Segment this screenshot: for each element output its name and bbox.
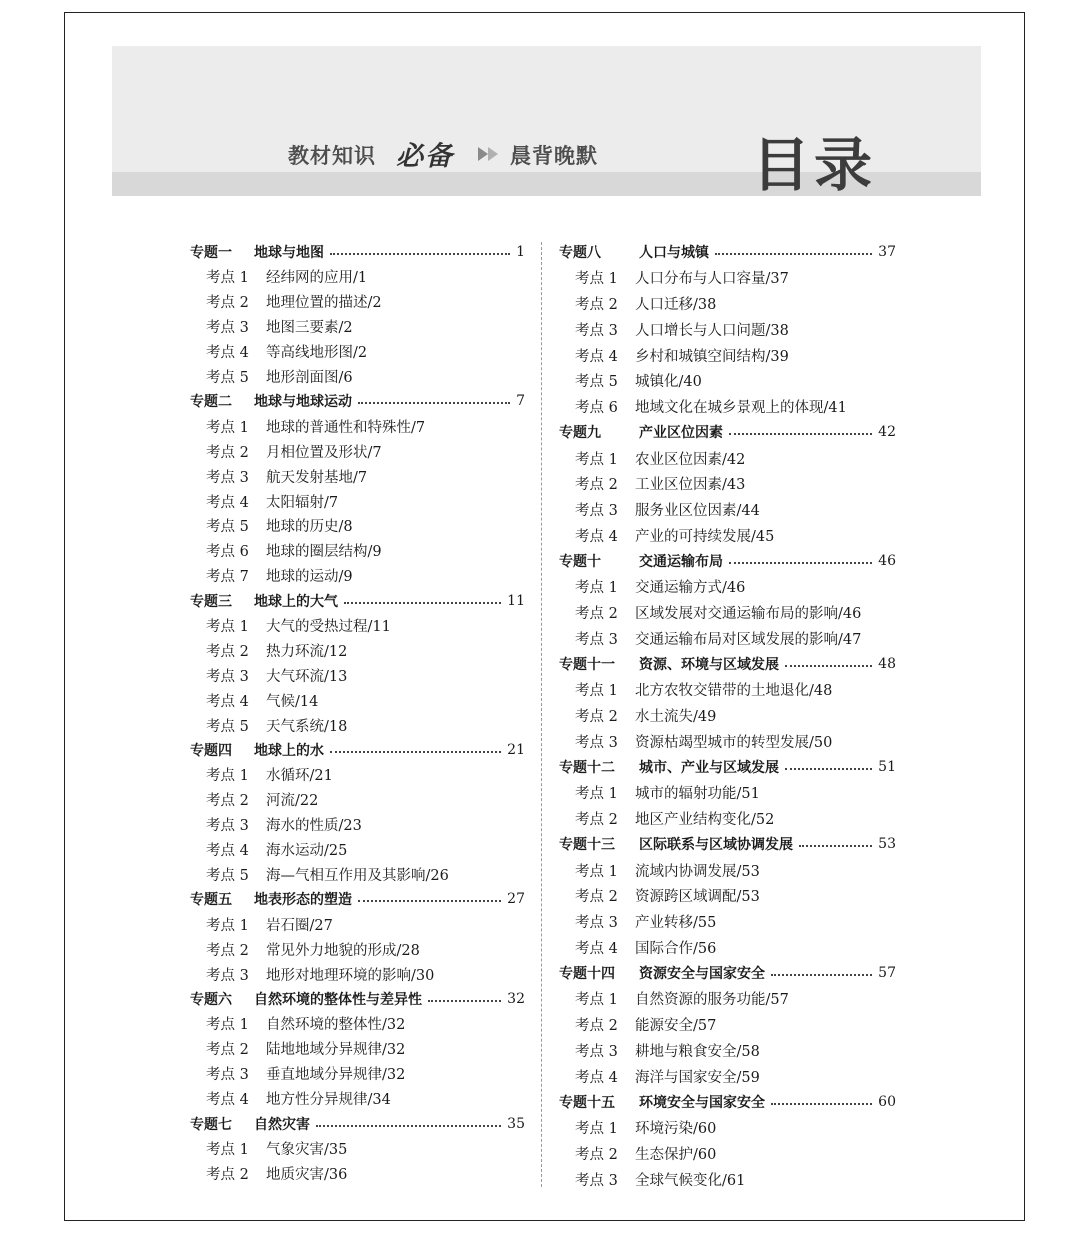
header-left-text: 教材知识 [288,144,376,168]
topic-page-number: 37 [878,244,896,260]
subtopic-label: 考点 4 [575,940,618,957]
toc-subtopic-row[interactable] [575,730,832,752]
toc-subtopic-row[interactable] [206,864,449,886]
subtopic-text: 城市的辐射功能/51 [635,786,760,803]
topic-number: 专题三 [190,593,232,610]
topic-number: 专题十四 [559,966,615,982]
toc-topic-row[interactable] [559,756,896,778]
subtopic-text: 产业的可持续发展/45 [635,528,775,545]
subtopic-label: 考点 1 [575,992,618,1009]
toc-subtopic-row[interactable] [206,490,338,512]
toc-subtopic-row[interactable] [575,679,832,701]
subtopic-label: 考点 2 [206,793,249,810]
topic-title: 地球上的大气 [254,593,338,610]
toc-subtopic-row[interactable] [575,1039,760,1061]
toc-subtopic-row[interactable] [206,316,353,338]
topic-title: 地球与地图 [254,245,324,261]
toc-subtopic-row[interactable] [206,1137,347,1159]
toc-subtopic-row[interactable] [206,366,353,388]
subtopic-text: 水土流失/49 [635,709,717,725]
toc-subtopic-row[interactable] [206,664,347,686]
toc-subtopic-row[interactable] [206,1063,405,1085]
topic-number: 专题十五 [559,1094,615,1111]
subtopic-label: 考点 1 [575,1121,618,1137]
topic-title: 资源、环境与区域发展 [639,657,779,673]
subtopic-text: 城镇化/40 [635,374,702,391]
toc-subtopic-row[interactable] [575,705,716,727]
subtopic-text: 海—气相互作用及其影响/26 [266,868,449,884]
dot-leader [729,562,872,564]
topic-number: 专题十一 [559,657,615,673]
toc-subtopic-row[interactable] [575,936,716,958]
toc-subtopic-row[interactable] [575,267,789,289]
subtopic-text: 地域文化在城乡景观上的体现/41 [635,400,847,416]
topic-title: 交通运输布局 [639,554,723,570]
dot-leader [358,402,510,404]
subtopic-label: 考点 1 [575,863,618,880]
subtopic-label: 考点 4 [575,528,618,545]
dot-leader [330,253,510,255]
toc-subtopic-row[interactable] [575,473,745,495]
toc-topic-row[interactable] [559,550,896,572]
subtopic-text: 河流/22 [266,793,319,810]
dot-leader [715,253,872,255]
subtopic-label: 考点 2 [575,606,618,622]
subtopic-label: 考点 1 [206,1017,249,1034]
topic-page-number: 42 [878,424,896,441]
topic-page-number: 60 [878,1093,896,1110]
subtopic-text: 大气环流/13 [266,668,348,685]
topic-title: 地表形态的塑造 [254,892,352,909]
subtopic-text: 产业转移/55 [635,915,717,931]
subtopic-text: 自然资源的服务功能/57 [635,992,789,1009]
toc-subtopic-row[interactable] [206,291,382,313]
toc-subtopic-row[interactable] [575,1142,716,1164]
subtopic-text: 地球的圈层结构/9 [266,544,382,561]
subtopic-text: 交通运输布局对区域发展的影响/47 [635,631,862,648]
toc-subtopic-row[interactable] [575,782,760,804]
subtopic-label: 考点 2 [575,1018,618,1034]
subtopic-label: 考点 3 [575,734,618,751]
subtopic-label: 考点 4 [206,494,249,511]
subtopic-label: 考点 1 [206,917,249,934]
topic-title: 自然环境的整体性与差异性 [254,992,422,1008]
subtopic-text: 人口分布与人口容量/37 [635,271,789,288]
topic-number: 专题一 [190,245,232,261]
dot-leader [316,1125,501,1127]
toc-subtopic-row[interactable] [206,963,434,985]
toc-subtopic-row[interactable] [575,293,716,315]
subtopic-text: 流域内协调发展/53 [635,863,760,880]
subtopic-label: 考点 3 [206,818,249,835]
subtopic-text: 经纬网的应用/1 [266,270,368,287]
subtopic-label: 考点 1 [206,419,249,436]
subtopic-text: 耕地与粮食安全/58 [635,1043,760,1060]
topic-title: 环境安全与国家安全 [639,1094,765,1111]
topic-number: 专题五 [190,892,232,909]
subtopic-text: 水循环/21 [266,768,333,785]
subtopic-label: 考点 1 [575,580,618,597]
subtopic-label: 考点 1 [575,786,618,803]
toc-subtopic-row[interactable] [206,689,318,711]
toc-subtopic-row[interactable] [575,1117,716,1139]
topic-title: 自然灾害 [254,1116,310,1133]
dot-leader [771,1103,872,1105]
subtopic-label: 考点 1 [206,270,249,287]
subtopic-label: 考点 2 [575,1146,618,1163]
subtopic-text: 等高线地形图/2 [266,345,368,362]
toc-subtopic-row[interactable] [206,266,367,288]
toc-subtopic-row[interactable] [575,911,716,933]
toc-subtopic-row[interactable] [206,639,347,661]
subtopic-label: 考点 3 [575,322,618,339]
topic-number: 专题十三 [559,837,615,854]
subtopic-text: 岩石圈/27 [266,917,333,934]
subtopic-label: 考点 2 [206,444,249,461]
toc-subtopic-row[interactable] [206,341,367,363]
subtopic-text: 气候/14 [266,693,319,710]
subtopic-label: 考点 5 [206,519,249,536]
topic-title: 人口与城镇 [639,245,709,261]
toc-subtopic-row[interactable] [206,1013,405,1035]
subtopic-label: 考点 1 [206,1141,249,1158]
subtopic-label: 考点 1 [206,768,249,785]
subtopic-label: 考点 3 [206,469,249,486]
toc-subtopic-row[interactable] [575,576,745,598]
column-divider [541,242,542,1187]
dot-leader [358,900,501,902]
subtopic-label: 考点 3 [206,967,249,984]
topic-page-number: 51 [878,759,896,775]
subtopic-text: 地图三要素/2 [266,320,353,337]
toc-topic-row[interactable] [190,739,525,761]
toc-subtopic-row[interactable] [575,627,861,649]
topic-title: 产业区位因素 [639,425,723,442]
toc-topic-row[interactable] [559,1091,896,1113]
topic-title: 地球与地球运动 [254,394,352,411]
toc-subtopic-row[interactable] [575,396,847,418]
topic-page-number: 46 [878,553,896,569]
toc-topic-row[interactable] [559,421,896,443]
topic-number: 专题八 [559,245,601,261]
toc-subtopic-row[interactable] [575,344,789,366]
subtopic-text: 地方性分异规律/34 [266,1092,391,1109]
toc-subtopic-row[interactable] [575,499,760,521]
subtopic-label: 考点 6 [206,544,249,561]
subtopic-label: 考点 1 [206,619,249,635]
subtopic-label: 考点 1 [575,683,618,700]
subtopic-label: 考点 4 [206,843,249,860]
toc-subtopic-row[interactable] [575,1014,716,1036]
subtopic-text: 人口增长与人口问题/38 [635,322,789,339]
toc-subtopic-row[interactable] [206,913,333,935]
subtopic-label: 考点 2 [206,295,249,312]
toc-subtopic-row[interactable] [206,515,353,537]
toc-subtopic-row[interactable] [206,540,382,562]
toc-subtopic-row[interactable] [575,988,789,1010]
topic-page-number: 21 [507,742,525,758]
subtopic-label: 考点 2 [206,1166,249,1183]
topic-number: 专题九 [559,425,601,442]
toc-topic-row[interactable] [190,590,525,612]
toc-subtopic-row[interactable] [206,789,318,811]
subtopic-label: 考点 3 [206,320,249,337]
toc-subtopic-row[interactable] [206,764,333,786]
dot-leader [771,974,872,976]
toc-subtopic-row[interactable] [206,839,347,861]
subtopic-text: 大气的受热过程/11 [266,619,391,635]
toc-topic-row[interactable] [559,833,896,855]
subtopic-label: 考点 5 [206,718,249,735]
subtopic-text: 全球气候变化/61 [635,1172,746,1189]
dot-leader [729,433,872,435]
subtopic-label: 考点 2 [206,1042,249,1059]
subtopic-text: 地球的运动/9 [266,569,353,586]
subtopic-label: 考点 4 [575,1069,618,1086]
page-title: 目录 [752,131,877,199]
subtopic-text: 气象灾害/35 [266,1141,348,1158]
subtopic-text: 地形剖面图/6 [266,370,353,386]
subtopic-text: 资源跨区域调配/53 [635,889,760,906]
toc-subtopic-row[interactable] [206,938,420,960]
toc-subtopic-row[interactable] [206,1162,347,1184]
subtopic-label: 考点 3 [575,915,618,931]
subtopic-text: 工业区位因素/43 [635,477,746,494]
subtopic-text: 国际合作/56 [635,940,717,957]
subtopic-label: 考点 1 [575,451,618,468]
toc-subtopic-row[interactable] [575,808,774,830]
toc-subtopic-row[interactable] [206,415,425,437]
subtopic-text: 农业区位因素/42 [635,451,746,468]
subtopic-text: 月相位置及形状/7 [266,444,382,461]
dot-leader [785,768,872,770]
dot-leader [344,602,501,604]
subtopic-text: 地形对地理环境的影响/30 [266,967,435,984]
toc-topic-row[interactable] [190,241,525,263]
subtopic-text: 服务业区位因素/44 [635,503,760,519]
subtopic-text: 人口迁移/38 [635,297,717,313]
subtopic-label: 考点 7 [206,569,249,586]
dot-leader [785,665,872,667]
dot-leader [330,751,501,753]
topic-title: 地球上的水 [254,743,324,759]
subtopic-label: 考点 3 [575,1172,618,1189]
subtopic-text: 天气系统/18 [266,718,348,735]
toc-subtopic-row[interactable] [575,318,789,340]
subtopic-text: 海水运动/25 [266,843,348,860]
subtopic-label: 考点 3 [206,1067,249,1084]
subtopic-text: 能源安全/57 [635,1018,717,1034]
toc-subtopic-row[interactable] [206,814,362,836]
subtopic-label: 考点 4 [206,345,249,362]
toc-subtopic-row[interactable] [206,615,391,637]
subtopic-text: 垂直地域分异规律/32 [266,1067,406,1084]
subtopic-text: 生态保护/60 [635,1146,717,1163]
subtopic-text: 环境污染/60 [635,1121,717,1137]
subtopic-text: 航天发射基地/7 [266,469,368,486]
subtopic-text: 自然环境的整体性/32 [266,1017,406,1034]
subtopic-text: 陆地地域分异规律/32 [266,1042,406,1059]
subtopic-label: 考点 3 [575,631,618,648]
subtopic-text: 地球的历史/8 [266,519,353,536]
toc-subtopic-row[interactable] [575,1065,760,1087]
topic-page-number: 27 [507,891,525,908]
topic-title: 资源安全与国家安全 [639,966,765,982]
subtopic-text: 北方农牧交错带的土地退化/48 [635,683,833,700]
subtopic-label: 考点 3 [206,668,249,685]
topic-number: 专题七 [190,1116,232,1133]
header-script-text: 必备 [396,141,454,172]
topic-number: 专题十 [559,554,601,570]
toc-topic-row[interactable] [190,390,525,412]
toc-topic-row[interactable] [559,241,896,263]
toc-subtopic-row[interactable] [575,524,774,546]
subtopic-label: 考点 4 [575,348,618,365]
topic-number: 专题十二 [559,760,615,776]
subtopic-text: 海洋与国家安全/59 [635,1069,760,1086]
toc-subtopic-row[interactable] [575,1168,745,1190]
subtopic-text: 海水的性质/23 [266,818,362,835]
topic-number: 专题二 [190,394,232,411]
double-arrow-icon [478,146,504,162]
topic-page-number: 32 [507,991,525,1007]
subtopic-label: 考点 3 [575,503,618,519]
toc-subtopic-row[interactable] [575,602,861,624]
subtopic-label: 考点 2 [575,477,618,494]
dot-leader [428,1000,501,1002]
subtopic-label: 考点 3 [575,1043,618,1060]
subtopic-label: 考点 2 [206,942,249,959]
subtopic-text: 地区产业结构变化/52 [635,812,775,828]
subtopic-label: 考点 1 [575,271,618,288]
subtopic-label: 考点 5 [575,374,618,391]
subtopic-text: 地理位置的描述/2 [266,295,382,312]
subtopic-text: 资源枯竭型城市的转型发展/50 [635,734,833,751]
toc-topic-row[interactable] [559,653,896,675]
topic-page-number: 48 [878,656,896,672]
subtopic-text: 热力环流/12 [266,643,348,660]
toc-subtopic-row[interactable] [206,1038,405,1060]
topic-number: 专题六 [190,992,232,1008]
toc-subtopic-row[interactable] [575,447,745,469]
toc-subtopic-row[interactable] [575,885,760,907]
topic-title: 城市、产业与区域发展 [639,760,779,776]
subtopic-label: 考点 4 [206,693,249,710]
toc-subtopic-row[interactable] [206,714,347,736]
topic-number: 专题四 [190,743,232,759]
toc-subtopic-row[interactable] [206,1088,391,1110]
toc-topic-row[interactable] [190,1113,525,1135]
subtopic-text: 乡村和城镇空间结构/39 [635,348,789,365]
subtopic-text: 交通运输方式/46 [635,580,746,597]
toc-subtopic-row[interactable] [575,859,760,881]
topic-page-number: 57 [878,965,896,981]
topic-page-number: 7 [516,393,525,410]
subtopic-label: 考点 2 [575,297,618,313]
subtopic-label: 考点 4 [206,1092,249,1109]
subtopic-label: 考点 6 [575,400,618,416]
topic-page-number: 53 [878,836,896,853]
subtopic-text: 地质灾害/36 [266,1166,348,1183]
subtopic-text: 区域发展对交通运输布局的影响/46 [635,606,862,622]
toc-topic-row[interactable] [190,988,525,1010]
topic-page-number: 11 [507,592,525,609]
subtopic-label: 考点 2 [206,643,249,660]
subtopic-label: 考点 5 [206,868,249,884]
subtopic-text: 地球的普通性和特殊性/7 [266,419,426,436]
toc-subtopic-row[interactable] [206,465,367,487]
dot-leader [799,845,872,847]
topic-page-number: 1 [516,244,525,260]
subtopic-text: 常见外力地貌的形成/28 [266,942,420,959]
toc-topic-row[interactable] [559,962,896,984]
subtopic-text: 太阳辐射/7 [266,494,339,511]
subtopic-label: 考点 2 [575,889,618,906]
header-right-text: 晨背晚默 [510,144,598,168]
toc-subtopic-row[interactable] [575,370,702,392]
toc-subtopic-row[interactable] [206,565,353,587]
subtopic-label: 考点 5 [206,370,249,386]
subtopic-label: 考点 2 [575,812,618,828]
subtopic-label: 考点 2 [575,709,618,725]
topic-title: 区际联系与区域协调发展 [639,837,793,854]
toc-topic-row[interactable] [190,888,525,910]
toc-subtopic-row[interactable] [206,440,382,462]
topic-page-number: 35 [507,1115,525,1132]
